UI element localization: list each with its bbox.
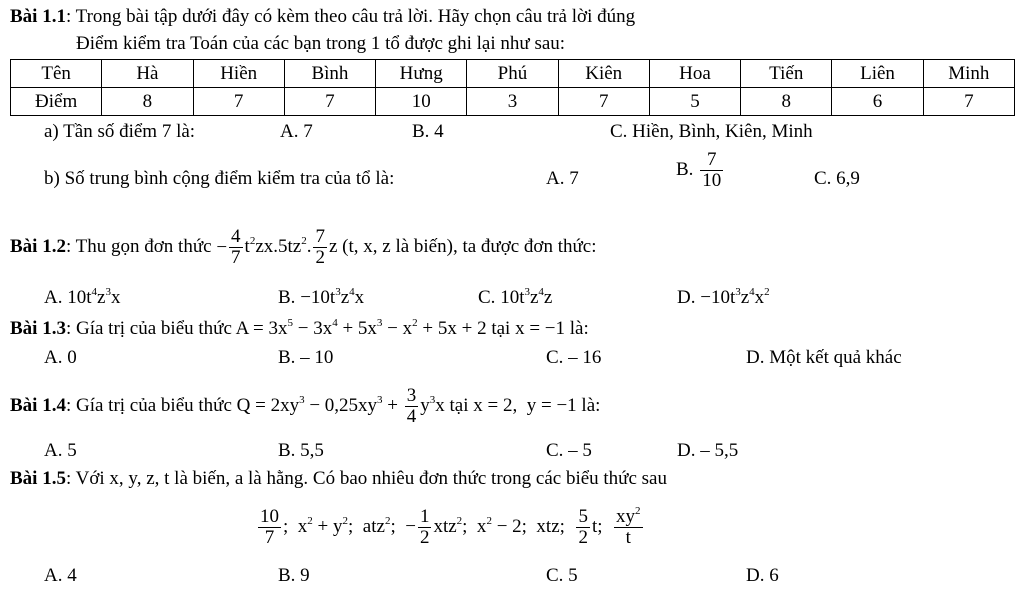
b11-qb-option-c: C. 6,9: [814, 168, 860, 189]
b11-qb-text: b) Số trung bình cộng điểm kiểm tra của tổ là:: [44, 168, 395, 189]
fraction-denominator: 10: [702, 169, 722, 191]
b13-option-a: A. 0: [44, 347, 77, 368]
option-label: D.: [677, 287, 696, 308]
b12-option-b: [278, 287, 364, 309]
table-cell: 7: [558, 88, 649, 116]
score-table: [10, 59, 1015, 116]
table-cell: Phú: [467, 60, 558, 88]
table-cell: Bình: [284, 60, 375, 88]
b12-option-a: [44, 287, 120, 309]
b15-option-b: B. 9: [278, 565, 310, 586]
b11-prompt: : Trong bài tập dưới đây có kèm theo câu trả lời. Hãy chọn câu trả lời đúng: [65, 6, 636, 27]
table-cell: 7: [193, 88, 284, 116]
table-cell: 5: [649, 88, 740, 116]
table-cell: 8: [741, 88, 832, 116]
b11-qa-text: a) Tần số điểm 7 là:: [44, 121, 196, 142]
table-cell: Liên: [832, 60, 923, 88]
b14-la: là:: [581, 395, 601, 416]
b13-option-b: B. – 10: [278, 347, 334, 368]
table-cell: Kiên: [558, 60, 649, 88]
b14-expression: $Q = 2xy^3 - 0,25xy^3$ + $\frac{3}{4}$ $y^3x$: [236, 385, 445, 428]
b11-sub: Điểm kiểm tra Toán của các bạn trong 1 tổ được ghi lại như sau:: [76, 33, 566, 54]
b13-title: Bài 1.3: [10, 318, 66, 339]
b11-qa-option-a: A. 7: [280, 121, 313, 142]
table-cell: 7: [284, 88, 375, 116]
b11-header: [10, 6, 635, 28]
table-header-scores: Điểm: [11, 88, 102, 116]
b12-line: [10, 219, 597, 276]
option-label: B.: [278, 287, 296, 308]
table-cell: Hưng: [376, 60, 467, 88]
b14-option-c: C. – 5: [546, 440, 592, 461]
b12-text: : Thu gọn đơn thức: [65, 236, 212, 257]
b11-qb-option-b: [676, 150, 725, 191]
b13-option-d: D. Một kết quả khác: [746, 347, 902, 368]
b11-title: Bài 1.1: [10, 6, 66, 27]
b12-option-c: [478, 287, 552, 309]
b14-title: Bài 1.4: [10, 395, 66, 416]
b11-qa-option-c: C. Hiền, Bình, Kiên, Minh: [610, 121, 813, 142]
b12-text-after: (t, x, z là biến), ta được đơn thức:: [342, 236, 597, 257]
b15-text: : Với x, y, z, t là biến, a là hằng. Có bao nhiêu đơn thức trong các biểu thức sau: [65, 468, 667, 489]
b13-condition: x = −1: [515, 318, 566, 339]
b13-line: [10, 318, 589, 340]
b12-option-a-expr: $10t^4z^3x$: [67, 286, 121, 308]
b14-option-b: B. 5,5: [278, 440, 324, 461]
table-row-names: [11, 60, 1015, 88]
table-cell: 3: [467, 88, 558, 116]
b11-qb-option-a: A. 7: [546, 168, 579, 189]
b14-line: [10, 378, 600, 434]
b13-at: tại: [491, 318, 511, 339]
b14-condition: x = 2, y = −1: [473, 395, 577, 416]
b12-option-d: [677, 287, 770, 309]
b14-option-d: D. – 5,5: [677, 440, 739, 461]
b14-text: : Gía trị của biểu thức: [65, 395, 232, 416]
b12-option-d-expr: $-10t^3z^4x^2$: [700, 286, 770, 308]
table-cell: 8: [102, 88, 193, 116]
b11-qa-option-b: B. 4: [412, 121, 444, 142]
b15-option-a: A. 4: [44, 565, 77, 586]
fraction: [700, 150, 723, 191]
b12-expression: − $\frac{4}{7}$ $t^2zx.5tz^2$. $\frac{7}{2}$ z: [216, 226, 343, 269]
option-label: C.: [478, 287, 496, 308]
b14-option-a: A. 5: [44, 440, 77, 461]
b15-option-c: C. 5: [546, 565, 578, 586]
table-cell: 6: [832, 88, 923, 116]
b13-option-c: C. – 16: [546, 347, 602, 368]
b12-option-c-expr: $10t^3z^4z$: [500, 286, 553, 308]
b15-expressions: $\frac{10}{7}$ ; $x^2 + y^2$; atz$^2$; − $\frac{1}{2}$ xtz$^2$; $x^2 - 2$; xtz; $\frac{5}{2}$ t; $\frac{xy^2}{t}$: [260, 505, 641, 549]
b13-expression: $A = 3x^5 - 3x^4 + 5x^3 - x^2 + 5x + 2$: [235, 317, 487, 339]
b15-option-d: D. 6: [746, 565, 779, 586]
table-cell: 10: [376, 88, 467, 116]
table-cell: Minh: [923, 60, 1014, 88]
b15-line: [10, 468, 667, 490]
option-label: A.: [44, 287, 63, 308]
b15-title: Bài 1.5: [10, 468, 66, 489]
fraction-numerator: 7: [700, 150, 723, 171]
b14-at: tại: [449, 395, 469, 416]
b13-text: : Gía trị của biểu thức: [65, 318, 232, 339]
table-cell: Tiến: [741, 60, 832, 88]
table-cell: Hiền: [193, 60, 284, 88]
table-header-names: Tên: [11, 60, 102, 88]
table-cell: Hà: [102, 60, 193, 88]
b11-qb-option-b-label: B.: [676, 158, 694, 180]
b12-option-b-expr: $-10t^3z^4x$: [300, 286, 365, 308]
b13-la: là:: [569, 318, 589, 339]
table-row-scores: [11, 88, 1015, 116]
table-cell: Hoa: [649, 60, 740, 88]
table-cell: 7: [923, 88, 1014, 116]
b12-title: Bài 1.2: [10, 236, 66, 257]
